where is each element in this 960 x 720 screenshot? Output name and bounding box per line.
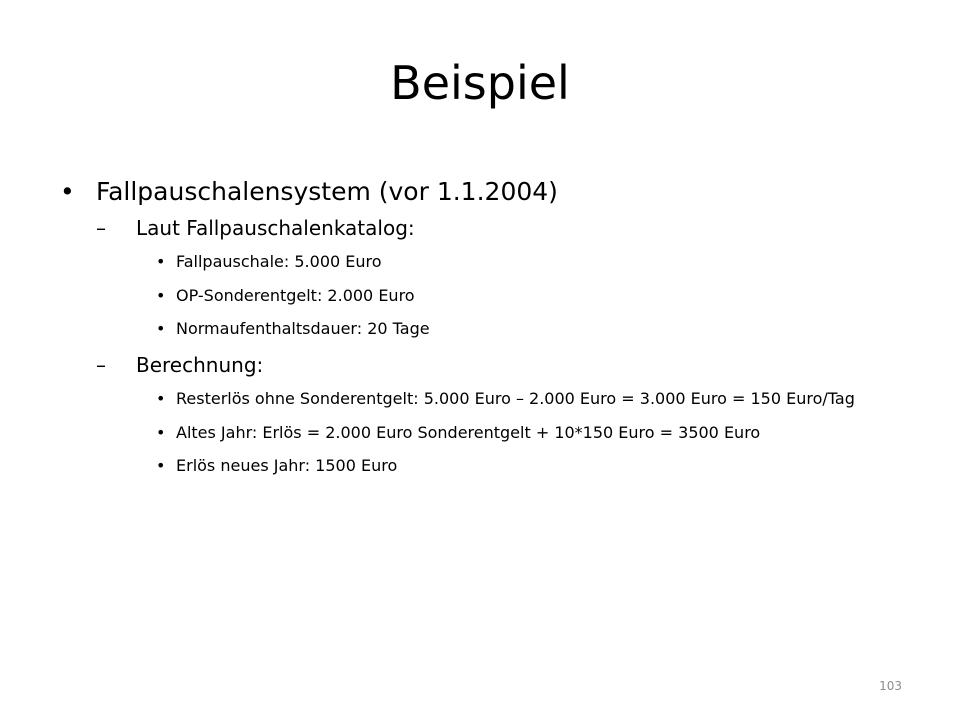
bullet-marker: • xyxy=(156,389,166,409)
bullet-level3 xyxy=(156,422,896,444)
bullet-text: OP-Sonderentgelt: 2.000 Euro xyxy=(176,285,415,305)
subheading-berechnung xyxy=(96,352,920,378)
page-number: 103 xyxy=(879,679,902,693)
bullet-marker: • xyxy=(156,319,166,339)
bullet-level3 xyxy=(156,251,896,273)
bullet-text: Resterlös ohne Sonderentgelt: 5.000 Euro – 2.000 Euro = 3.000 Euro = 150 Euro/Tag xyxy=(176,389,855,409)
bullet-marker: • xyxy=(60,177,75,206)
bullet-text: Fallpauschale: 5.000 Euro xyxy=(176,252,382,272)
slide-content xyxy=(60,176,920,489)
dash-marker: – xyxy=(96,216,106,241)
bullet-level3 xyxy=(156,455,896,477)
subheading-text: Berechnung: xyxy=(136,353,264,378)
subheading-katalog xyxy=(96,215,920,241)
bullet-marker: • xyxy=(156,456,166,476)
bullet-level3 xyxy=(156,318,896,340)
bullet-text: Erlös neues Jahr: 1500 Euro xyxy=(176,456,398,476)
bullet-level3 xyxy=(156,388,896,410)
slide-title: Beispiel xyxy=(390,56,570,110)
bullet-text: Fallpauschalensystem (vor 1.1.2004) xyxy=(96,177,558,206)
subheading-text: Laut Fallpauschalenkatalog: xyxy=(136,216,415,241)
bullet-marker: • xyxy=(156,252,166,272)
bullet-text: Normaufenthaltsdauer: 20 Tage xyxy=(176,319,430,339)
bullet-level3 xyxy=(156,285,896,307)
bullet-level1 xyxy=(60,176,920,207)
bullet-text: Altes Jahr: Erlös = 2.000 Euro Sonderentgelt + 10*150 Euro = 3500 Euro xyxy=(176,422,761,442)
bullet-marker: • xyxy=(156,422,166,442)
bullet-marker: • xyxy=(156,285,166,305)
dash-marker: – xyxy=(96,353,106,378)
